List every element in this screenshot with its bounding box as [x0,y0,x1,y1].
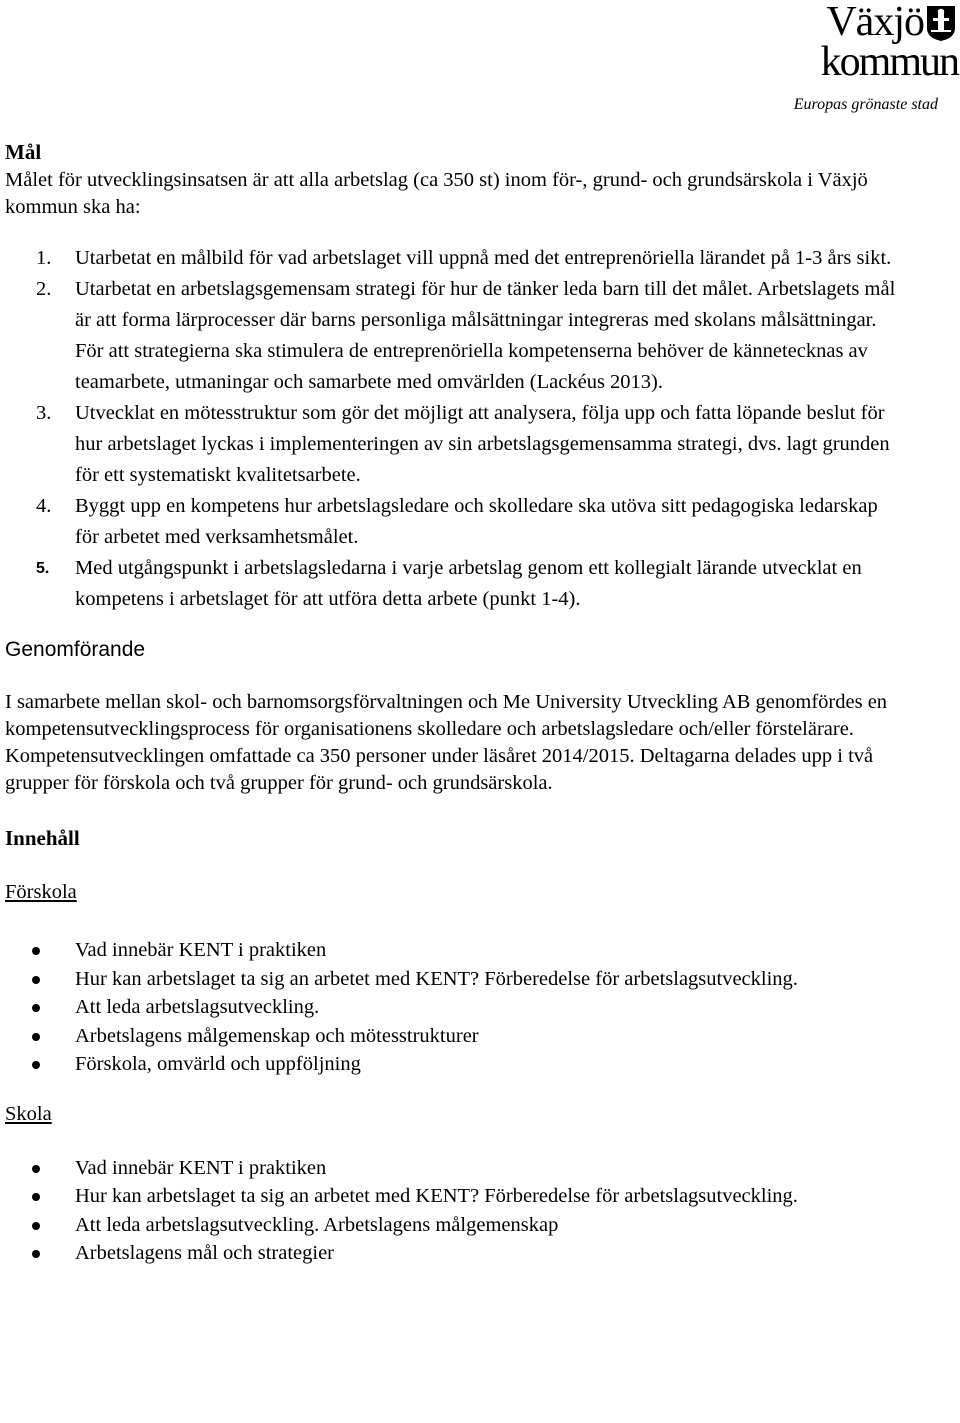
skola-subheading: Skola [5,1102,52,1125]
goal-item [5,491,905,553]
list-item [5,1051,905,1079]
vaxjo-kommun-logo [770,0,960,115]
innehall-heading: Innehåll [5,826,80,850]
goal-number: 5. [36,560,50,577]
city-seal-icon [926,4,956,42]
goal-text: Utarbetat en målbild för vad arbetslaget vill uppnå med det entreprenöriella lärandet på 1-3 års sikt. [75,247,892,269]
list-item [5,966,905,994]
bullet-icon [32,1193,40,1201]
list-item [5,937,905,965]
skola-list [5,1155,905,1268]
list-item-text: Att leda arbetslagsutveckling. [75,996,320,1018]
list-item-text: Arbetslagens målgemenskap och mötesstrukturer [75,1024,479,1047]
goal-item [5,398,905,491]
list-item [5,1023,905,1051]
bullet-icon [32,976,40,984]
list-item-text: Att leda arbetslagsutveckling. Arbetslagens målgemenskap [75,1213,559,1236]
forskola-list [5,937,905,1079]
goal-number: 1. [36,247,52,269]
bullet-icon [32,1250,40,1258]
goal-text: Utvecklat en mötesstruktur som gör det möjligt att analysera, följa upp och fatta löpande beslut för hur arbetslaget lyckas i implementeringen av sin arbetslagsgemensamma strategi, dvs. lagt grunden för ett systematiskt kvalitetsarbete. [75,402,890,486]
list-item-text: Hur kan arbetslaget ta sig an arbetet med KENT? Förberedelse för arbetslagsutveckling. [75,967,798,990]
goal-item [5,274,905,398]
list-item-text: Hur kan arbetslaget ta sig an arbetet med KENT? Förberedelse för arbetslagsutveckling. [75,1185,798,1207]
genomforande-text: I samarbete mellan skol- och barnomsorgsförvaltningen och Me University Utveckling AB genomfördes en kompetensutvecklingsprocess för organisationens skolledare och arbetslagsledare och/eller förstelärare. Kompetensutvecklingen omfattade ca 350 personer under läsåret 2014/2015. Deltagarna delades upp i två grupper för förskola och två grupper för grund- och grundsärskola. [5,691,888,794]
list-item-text: Vad innebär KENT i praktiken [75,1156,327,1179]
bullet-icon [32,1004,40,1012]
goals-list [5,243,905,615]
bullet-icon [32,1033,40,1041]
goal-number: 4. [36,495,52,517]
list-item [5,1240,905,1268]
list-item [5,1183,905,1211]
list-item [5,1212,905,1240]
goal-number: 2. [36,278,52,300]
genomforande-heading: Genomförande [5,638,146,661]
goal-number: 3. [36,402,52,424]
list-item-text: Vad innebär KENT i praktiken [75,939,327,961]
bullet-icon [32,947,40,955]
goal-text: Utarbetat en arbetslagsgemensam strategi för hur de tänker leda barn till det målet. Arbetslagets mål är att forma lärprocesser där barns personliga målsättningar integreras med skolans målsättningar. För att strategierna ska stimulera de entreprenöriella kompetenserna behöver de kännetecknas av teamarbete, utmaningar och samarbete med omvärlden (Lackéus 2013). [75,278,896,393]
document-body [5,137,905,1268]
goal-text: Med utgångspunkt i arbetslagsledarna i varje arbetslag genom ett kollegialt lärande utvecklat en kompetens i arbetslaget för att utföra detta arbete (punkt 1-4). [75,557,862,610]
logo-line-1: Växjö [826,0,924,45]
forskola-subheading: Förskola [5,881,77,903]
goal-text: Byggt upp en kompetens hur arbetslagsledare och skolledare ska utöva sitt pedagogiska ledarskap för arbetet med verksamhetsmålet. [75,495,878,548]
list-item [5,1155,905,1183]
bullet-icon [32,1222,40,1230]
list-item [5,994,905,1022]
bullet-icon [32,1165,40,1173]
logo-tagline: Europas grönaste stad [793,96,938,113]
goal-item [5,553,905,615]
goal-item [5,243,905,274]
mal-intro: Målet för utvecklingsinsatsen är att alla arbetslag (ca 350 st) inom för-, grund- och grundsärskola i Växjö kommun ska ha: [5,169,868,218]
mal-heading: Mål [5,140,42,164]
bullet-icon [32,1061,40,1069]
list-item-text: Förskola, omvärld och uppföljning [75,1053,361,1075]
logo-line-2: kommun [820,39,958,85]
list-item-text: Arbetslagens mål och strategier [75,1242,335,1264]
